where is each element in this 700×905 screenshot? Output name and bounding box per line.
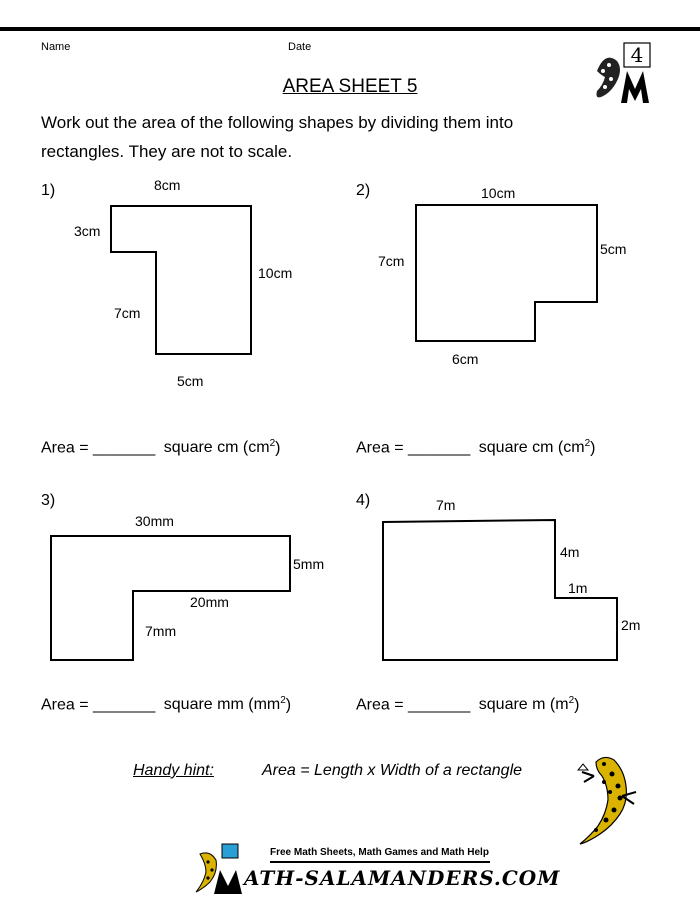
problem-3-label-inner: 20mm	[190, 594, 229, 610]
instructions: Work out the area of the following shapes by dividing them into rectangles. They are not to scale.	[41, 113, 514, 161]
answer-prefix: Area = _______	[41, 696, 156, 714]
footer-tagline: Free Math Sheets, Math Games and Math Help	[270, 847, 489, 858]
footer-divider	[270, 861, 490, 863]
answer-exponent: 2	[584, 438, 591, 449]
problem-4-label-top: 7m	[436, 497, 456, 513]
problem-2-label-left: 7cm	[378, 253, 405, 269]
page-title: AREA SHEET 5	[282, 76, 418, 97]
answer-close: )	[574, 696, 580, 714]
answer-unit: square mm (mm	[163, 696, 281, 714]
shape-2	[416, 205, 597, 341]
answer-prefix: Area = _______	[356, 696, 471, 714]
problem-3-label-step: 7mm	[145, 623, 177, 639]
name-label: Name	[41, 41, 71, 53]
problem-2-label-bottom: 6cm	[452, 351, 479, 367]
date-label: Date	[288, 41, 312, 53]
hint-label	[133, 762, 214, 780]
problem-1-label-right: 10cm	[258, 265, 293, 281]
problem-3-label-top: 30mm	[135, 513, 174, 529]
footer-salamander-icon	[186, 842, 246, 896]
answer-exponent: 2	[568, 695, 575, 706]
answer-exponent: 2	[280, 695, 286, 706]
problem-4-label-step: 4m	[560, 544, 580, 560]
problem-4-label-ledge: 1m	[568, 580, 588, 596]
salamander-illustration-icon	[574, 752, 650, 848]
answer-exponent: 2	[269, 438, 276, 449]
problem-1-answer	[41, 438, 280, 457]
problem-4-label-right: 2m	[621, 617, 641, 633]
problem-1-number: 1)	[41, 182, 56, 199]
problem-2-label-right: 5cm	[600, 241, 627, 257]
hint-text: Area = Length x Width of a rectangle	[262, 762, 523, 779]
problem-2-number: 2)	[356, 182, 371, 199]
answer-prefix: Area = _______	[41, 439, 156, 457]
problem-4-number: 4)	[356, 492, 371, 509]
footer-brand: ATH-SALAMANDERS.COM	[244, 866, 561, 890]
problem-2-label-top: 10cm	[481, 185, 516, 201]
answer-close: )	[590, 439, 596, 457]
answer-unit: square m (m	[478, 696, 569, 714]
problem-4-answer	[356, 695, 579, 714]
problem-1-label-bottom: 5cm	[177, 373, 204, 389]
problem-1-label-top: 8cm	[154, 177, 181, 193]
problem-2-answer	[356, 438, 595, 457]
answer-unit: square cm (cm	[163, 439, 270, 457]
problem-1-label-inner: 7cm	[114, 305, 141, 321]
problem-3-label-right: 5mm	[293, 556, 325, 572]
problem-1-label-left: 3cm	[74, 223, 101, 239]
shape-3	[51, 536, 290, 660]
answer-close: )	[285, 696, 292, 714]
hint-label-text: Handy hint:	[133, 762, 214, 779]
answer-close: )	[275, 439, 281, 457]
answer-unit: square cm (cm	[478, 439, 585, 457]
problem-3-answer	[41, 695, 291, 714]
shape-1	[111, 206, 251, 354]
answer-prefix: Area = _______	[356, 439, 471, 457]
grade-number: 4	[630, 43, 644, 67]
problem-3-number: 3)	[41, 492, 56, 509]
